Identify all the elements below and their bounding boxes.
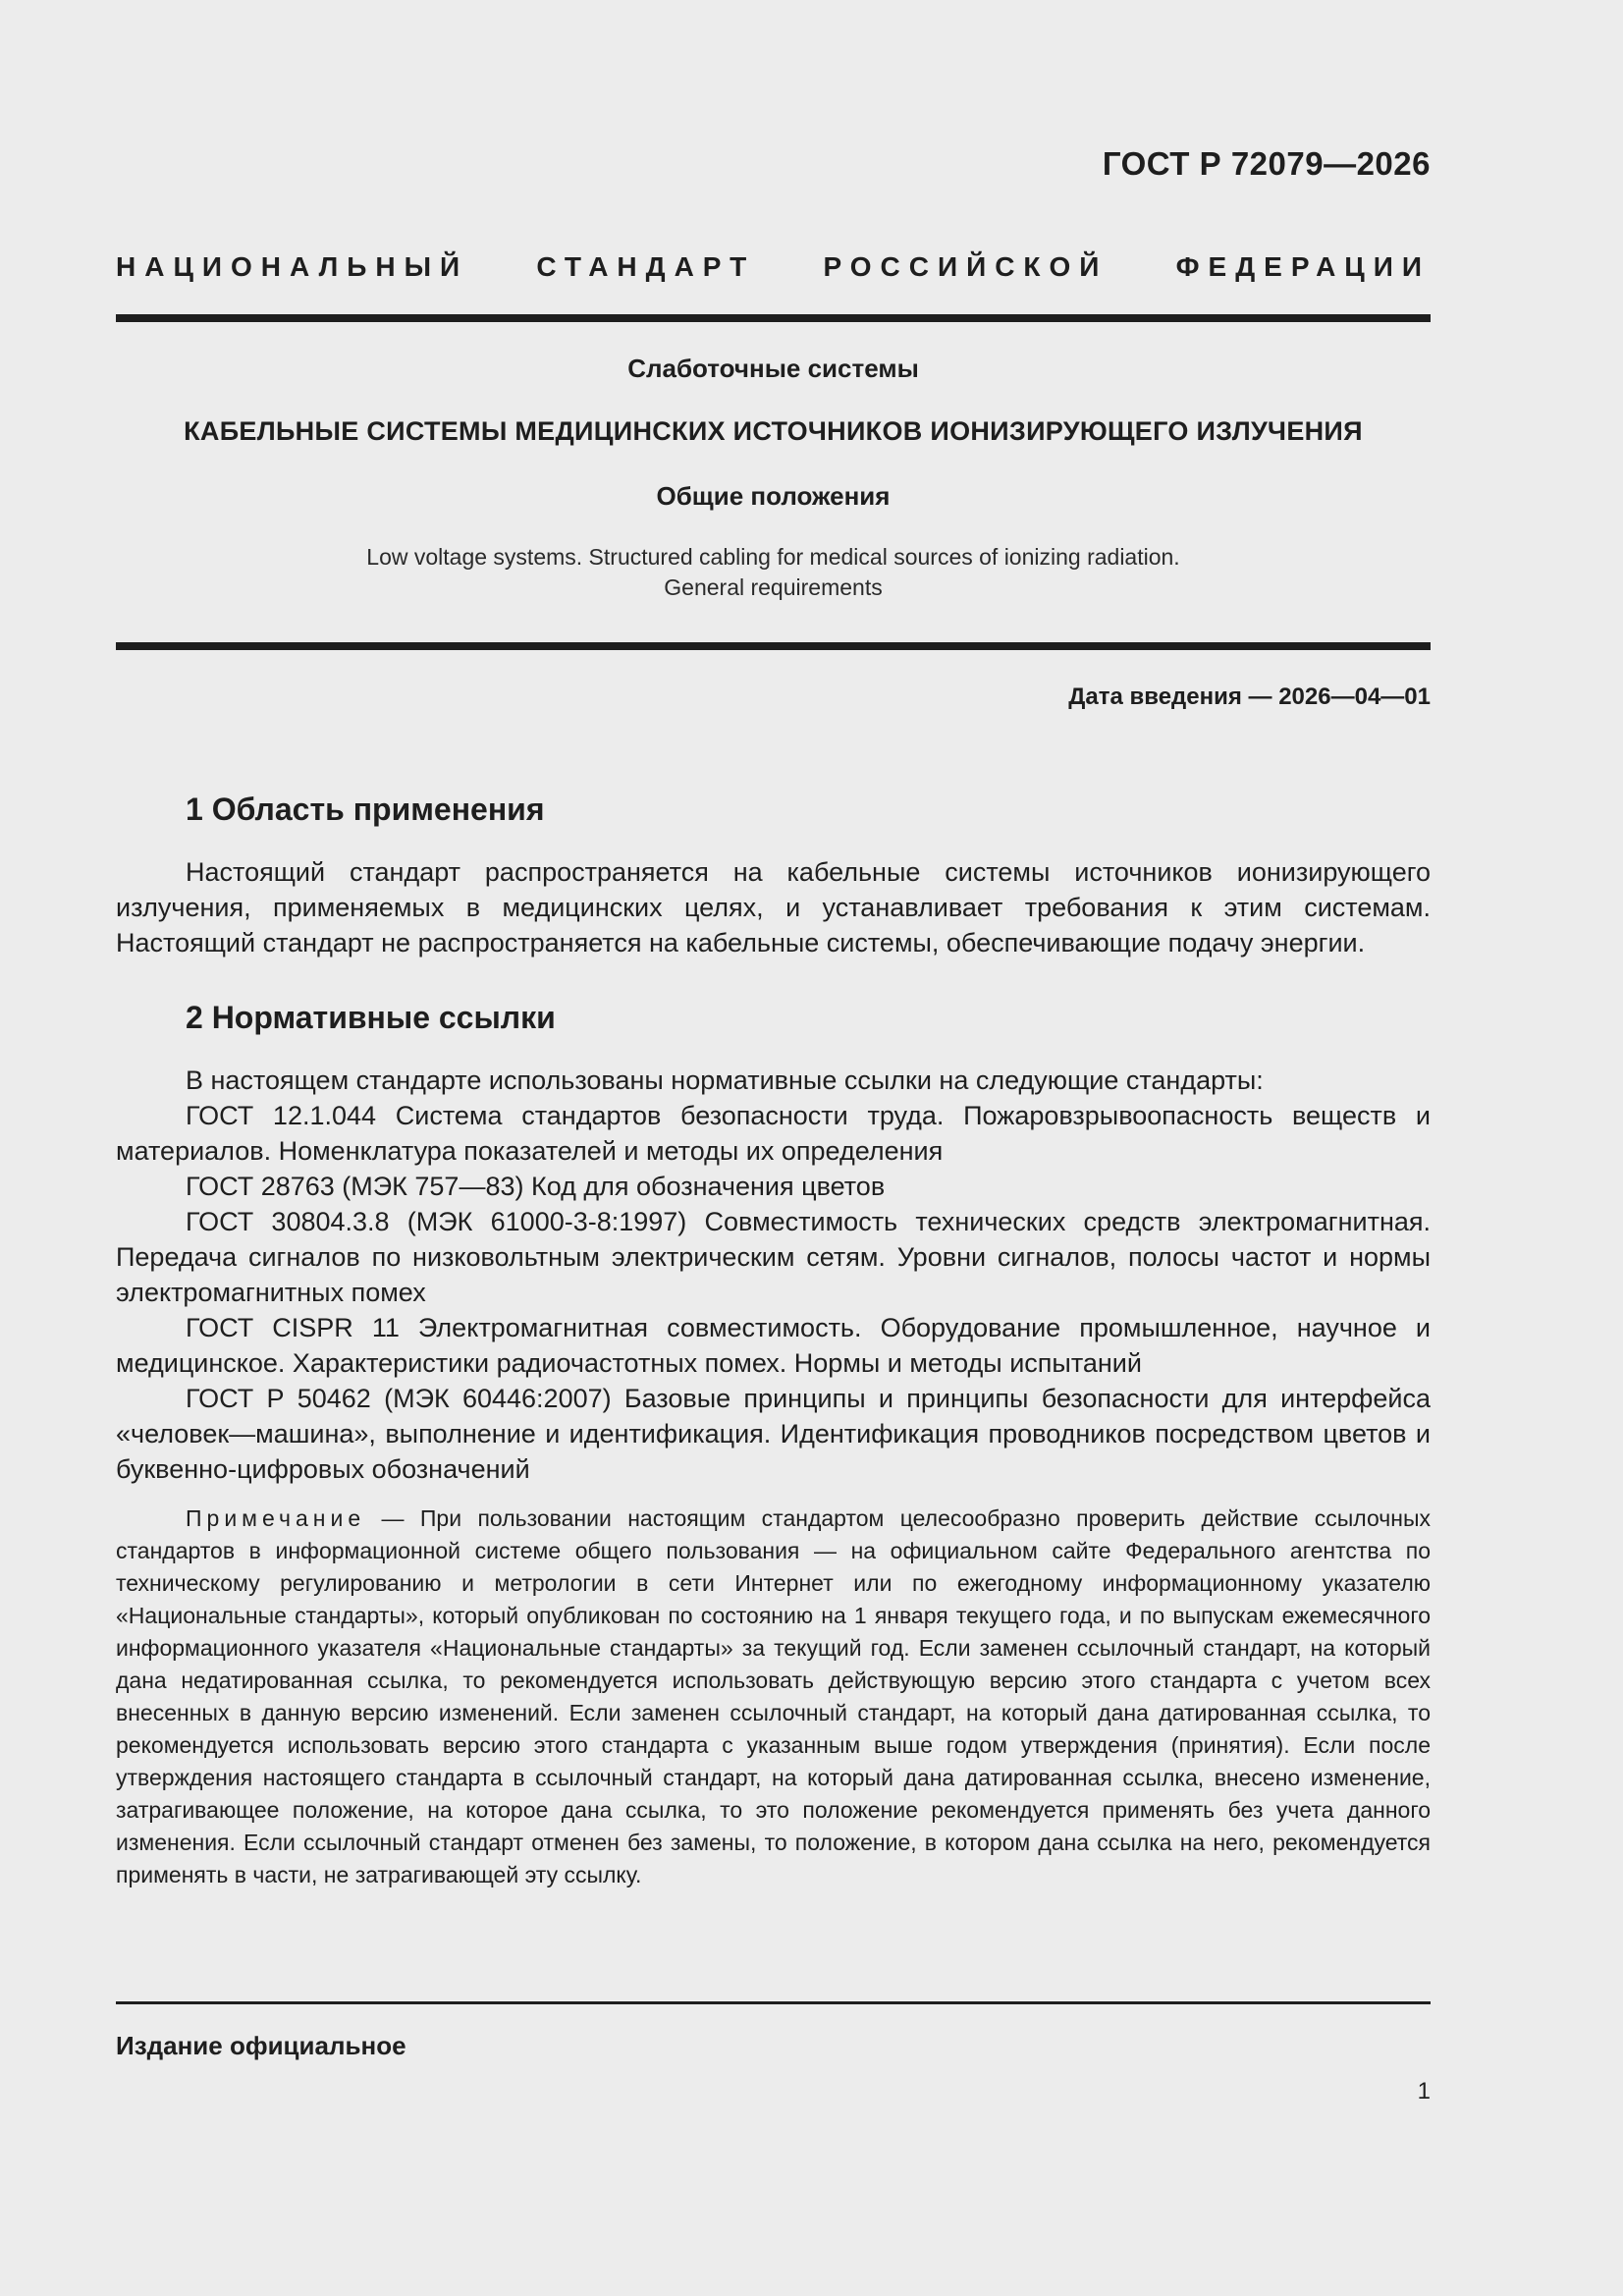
- section-2-intro: В настоящем стандарте использованы нормативные ссылки на следующие стандарты:: [186, 1066, 1264, 1095]
- page-number: 1: [1417, 2078, 1431, 2105]
- reference-item: ГОСТ Р 50462 (МЭК 60446:2007) Базовые принципы и принципы безопасности для интерфейса «человек—машина», выполнение и идентификация. Идентификация проводников посредством цветов и буквенно-цифровых обозначений: [116, 1384, 1431, 1484]
- title-english-line1: Low voltage systems. Structured cabling for medical sources of ionizing radiation.: [366, 544, 1180, 570]
- section-1-paragraph: Настоящий стандарт распространяется на кабельные системы источников ионизирующего излучения, применяемых в медицинских целях, и устанавливает требования к этим системам. Настоящий стандарт не распространяется на кабельные системы, обеспечивающие подачу энергии.: [116, 857, 1431, 957]
- note-label: Примечание: [186, 1505, 366, 1531]
- introduction-date: Дата введения — 2026—04—01: [1068, 683, 1431, 710]
- section-2-text: [116, 1063, 1431, 1487]
- title-general: Общие положения: [656, 481, 891, 511]
- section-2-heading: 2 Нормативные ссылки: [186, 1000, 556, 1035]
- edition-label: Издание официальное: [116, 2031, 406, 2060]
- top-rule: [116, 314, 1431, 322]
- national-standard-heading: НАЦИОНАЛЬНЫЙ СТАНДАРТ РОССИЙСКОЙ ФЕДЕРАЦИИ: [116, 251, 1431, 282]
- title-subtitle: Слаботочные системы: [627, 354, 919, 383]
- gost-code: ГОСТ Р 72079—2026: [1102, 145, 1431, 182]
- title-bottom-rule: [116, 642, 1431, 650]
- reference-item: ГОСТ 30804.3.8 (МЭК 61000-3-8:1997) Совместимость технических средств электромагнитная. Передача сигналов по низковольтным электрическим сетям. Уровни сигналов, полосы частот и нормы электромагнитных помех: [116, 1207, 1431, 1307]
- title-english: [116, 542, 1431, 603]
- reference-item: ГОСТ 28763 (МЭК 757—83) Код для обозначения цветов: [186, 1172, 886, 1201]
- reference-item: ГОСТ CISPR 11 Электромагнитная совместимость. Оборудование промышленное, научное и медицинское. Характеристики радиочастотных помех. Нормы и методы испытаний: [116, 1313, 1431, 1378]
- title-english-line2: General requirements: [664, 574, 883, 600]
- section-1-heading: 1 Область применения: [186, 792, 545, 827]
- note-block: [116, 1503, 1431, 1891]
- footer-rule: [116, 2001, 1431, 2004]
- section-1-text: [116, 854, 1431, 960]
- note-text: — При пользовании настоящим стандартом целесообразно проверить действие ссылочных стандартов в информационной системе общего пользования — на официальном сайте Федерального агентства по техническому регулированию и метрологии в сети Интернет или по ежегодному информационному указателю «Национальные стандарты», который опубликован по состоянию на 1 января текущего года, и по выпускам ежемесячного информационного указателя «Национальные стандарты» за текущий год. Если заменен ссылочный стандарт, на который дана недатированная ссылка, то рекомендуется использовать действующую версию этого стандарта с учетом всех внесенных в данную версию изменений. Если заменен ссылочный стандарт, на который дана датированная ссылка, то рекомендуется использовать версию этого стандарта с указанным выше годом утверждения (принятия). Если после утверждения настоящего стандарта в ссылочный стандарт, на который дана датированная ссылка, внесено изменение, затрагивающее положение, на которое дана ссылка, то это положение рекомендуется применять без учета данного изменения. Если ссылочный стандарт отменен без замены, то положение, в котором дана ссылка на него, рекомендуется применять в части, не затрагивающей эту ссылку.: [116, 1505, 1431, 1887]
- title-main: КАБЕЛЬНЫЕ СИСТЕМЫ МЕДИЦИНСКИХ ИСТОЧНИКОВ ИОНИЗИРУЮЩЕГО ИЗЛУЧЕНИЯ: [184, 416, 1363, 446]
- reference-item: ГОСТ 12.1.044 Система стандартов безопасности труда. Пожаровзрывоопасность веществ и материалов. Номенклатура показателей и методы их определения: [116, 1101, 1431, 1166]
